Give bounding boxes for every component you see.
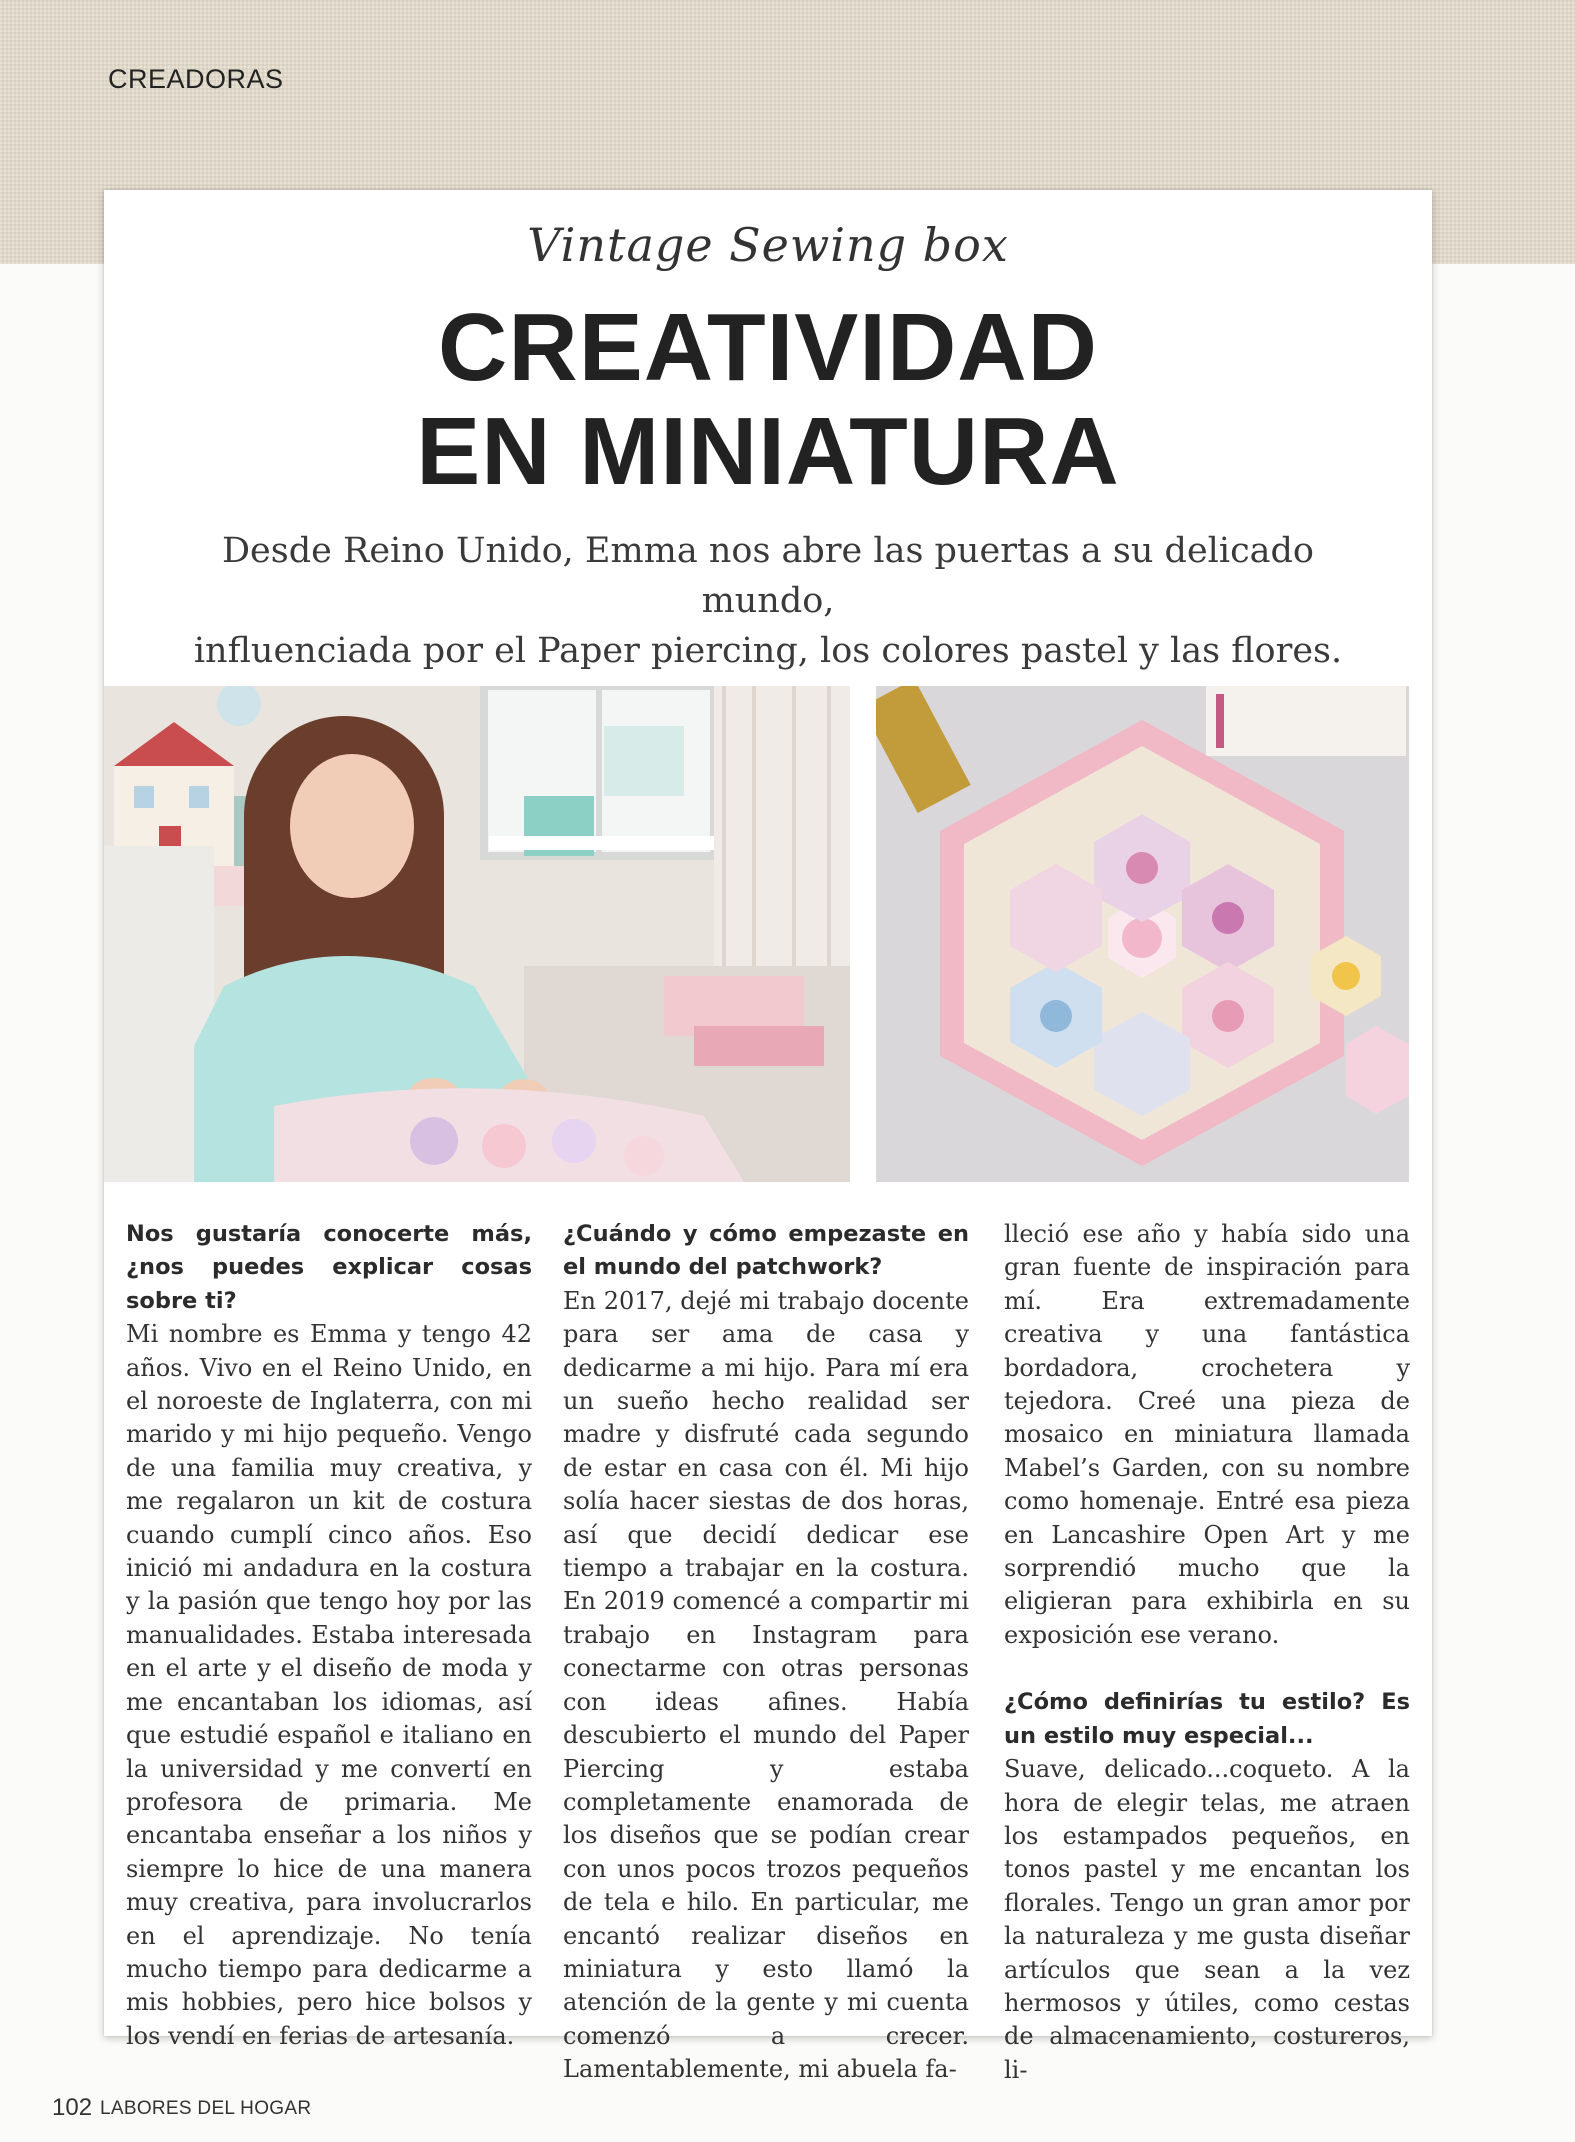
lead-line-1: Desde Reino Unido, Emma nos abre las puertas a su delicado mundo, [221,531,1315,621]
question-heading: Nos gustaría conocerte más, ¿nos puedes explicar cosas sobre ti? [126,1221,532,1314]
page-number: 102 [52,2094,93,2121]
photo-hexagon-patchwork [876,686,1409,1182]
title-line-1: CREATIVIDAD [438,294,1098,401]
answer-paragraph: En 2017, dejé mi trabajo docente para ser ama de casa y dedicarme a mi hijo. Para mí era un sueño hecho realidad ser madre y disfruté cada segundo de estar en casa con él. Mi hijo solía hacer siestas de dos horas, así que decidí dedicar ese tiempo a trabajar en la costura. En 2019 comencé a compartir mi trabajo en Instagram para conectarme con otras personas con ideas afines. Había descubierto el mundo del Paper Piercing y estaba completamente enamorada de los diseños que se podían crear con unos pocos trozos pequeños de tela e hilo. En particular, me encantó realizar diseños en miniatura y esto llamó la atención de la gente y mi cuenta comenzó a crecer. Lamentablemente, mi abuela fa- [563,1286,969,2084]
article-column-3 [1004,1218,1410,2087]
lead-line-2: influenciada por el Paper piercing, los colores pastel y las flores. [193,631,1343,671]
article-column-2 [563,1218,969,2087]
article-kicker: Vintage Sewing box [527,218,1009,272]
section-label: CREADORAS [108,64,284,94]
magazine-name: LABORES DEL HOGAR [100,2098,312,2119]
photo-emma-sewing [104,686,850,1182]
question-heading: ¿Cómo definirías tu estilo? Es un estilo muy especial... [1004,1689,1410,1749]
title-line-2: EN MINIATURA [416,398,1120,505]
answer-paragraph: Mi nombre es Emma y tengo 42 años. Vivo en el Reino Unido, en el noroeste de Inglaterra, con mi marido y mi hijo pequeño. Vengo de una familia muy creativa, y me regalaron un kit de costura cuando cumplí cinco años. Eso inició mi andadura en la costura y la pasión que tengo hoy por las manualidades. Estaba interesada en el arte y el diseño de moda y me encantaban los idiomas, así que estudié español e italiano en la universidad y me convertí en profesora de primaria. Me encantaba enseñar a los niños y siempre lo hice de una manera muy creativa, para involucrarlos en el aprendizaje. No tenía mucho tiempo para dedicarme a mis hobbies, pero hice bolsos y los vendí en ferias de artesanía. [126,1320,532,2050]
paragraph-gap [1004,1652,1410,1686]
question-heading: ¿Cuándo y cómo empezaste en el mundo del patchwork? [563,1221,969,1281]
answer-paragraph: lleció ese año y había sido una gran fuente de inspiración para mí. Era extremadamente creativa y una fantástica bordadora, crochetera y tejedora. Creé una pieza de mosaico en miniatura llamada Mabel’s Garden, con su nombre como homenaje. Entré esa pieza en Lancashire Open Art y me sorprendió mucho que la eligieran para exhibirla en su exposición ese verano. [1004,1220,1410,1649]
article-column-1 [126,1218,532,2053]
article-lead [160,526,1376,676]
article-title [104,296,1432,504]
answer-paragraph: Suave, delicado...coqueto. A la hora de elegir telas, me atraen los estampados pequeños, en tonos pastel y me encantan los florales. Tengo un gran amor por la naturaleza y me gusta diseñar artículos que sean a la vez hermosos y útiles, como cestas de almacenamiento, costureros, li- [1004,1755,1410,2084]
